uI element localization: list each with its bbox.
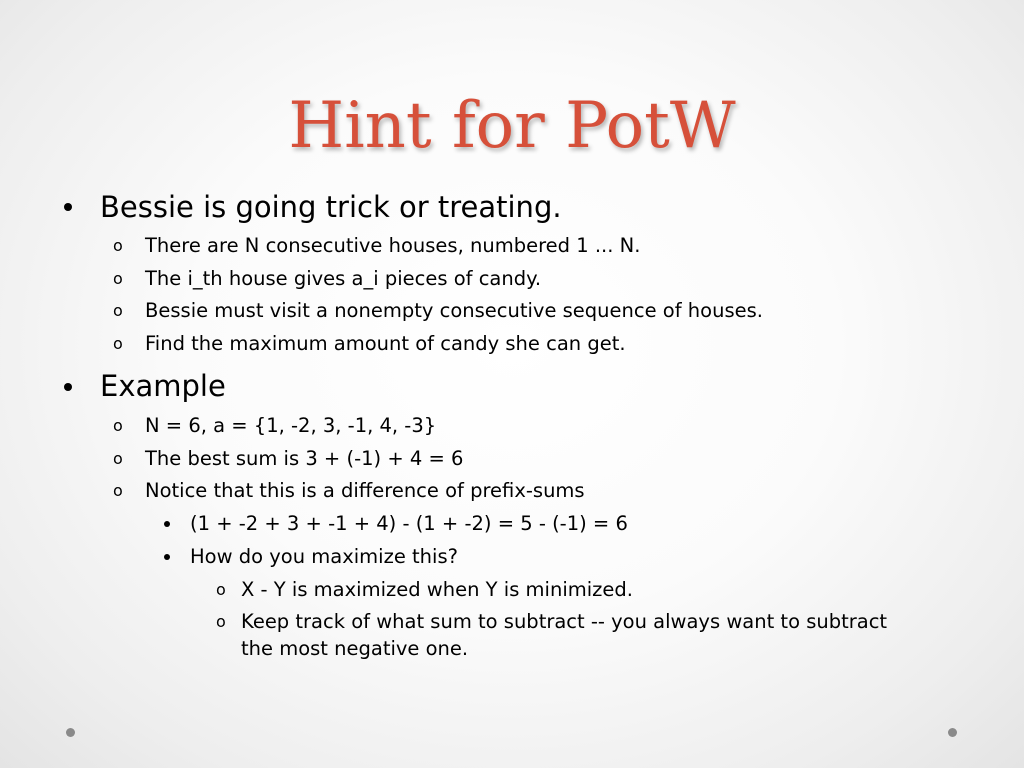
- bullet-marker: o: [216, 580, 226, 599]
- bullet-marker: o: [113, 301, 123, 320]
- bullet-text: There are N consecutive houses, numbered 1 ... N.: [145, 234, 641, 257]
- corner-dot-left: [66, 728, 75, 737]
- bullet-marker: o: [113, 481, 123, 500]
- bullet-text: X - Y is maximized when Y is minimized.: [241, 578, 633, 601]
- bullet-dot: [64, 203, 72, 211]
- bullet-text: Bessie must visit a nonempty consecutive sequence of houses.: [145, 299, 763, 322]
- bullet-text: Find the maximum amount of candy she can get.: [145, 332, 626, 355]
- bullet-text: The i_th house gives a_i pieces of candy.: [145, 267, 542, 290]
- bullet-dot: [164, 521, 170, 527]
- bullet-text: Bessie is going trick or treating.: [100, 190, 562, 224]
- bullet-text: N = 6, a = {1, -2, 3, -1, 4, -3}: [145, 414, 437, 437]
- bullet-text: The best sum is 3 + (-1) + 4 = 6: [145, 447, 464, 470]
- bullet-text: Keep track of what sum to subtract -- you always want to subtract: [241, 610, 888, 633]
- bullet-marker: o: [113, 449, 123, 468]
- slide-title: Hint for PotW: [288, 89, 736, 163]
- bullet-marker: o: [113, 236, 123, 255]
- corner-dot-right: [948, 728, 957, 737]
- bullet-text: How do you maximize this?: [190, 545, 458, 568]
- bullet-dot: [64, 383, 72, 391]
- bullet-marker: o: [113, 416, 123, 435]
- bullet-dot: [164, 554, 170, 560]
- bullet-text-continuation: the most negative one.: [241, 637, 469, 660]
- bullet-text: Example: [100, 369, 226, 403]
- bullet-text: (1 + -2 + 3 + -1 + 4) - (1 + -2) = 5 - (-1) = 6: [190, 512, 628, 535]
- bullet-marker: o: [113, 269, 123, 288]
- bullet-marker: o: [113, 334, 123, 353]
- bullet-marker: o: [216, 612, 226, 631]
- bullet-text: Notice that this is a difference of prefix-sums: [145, 479, 585, 502]
